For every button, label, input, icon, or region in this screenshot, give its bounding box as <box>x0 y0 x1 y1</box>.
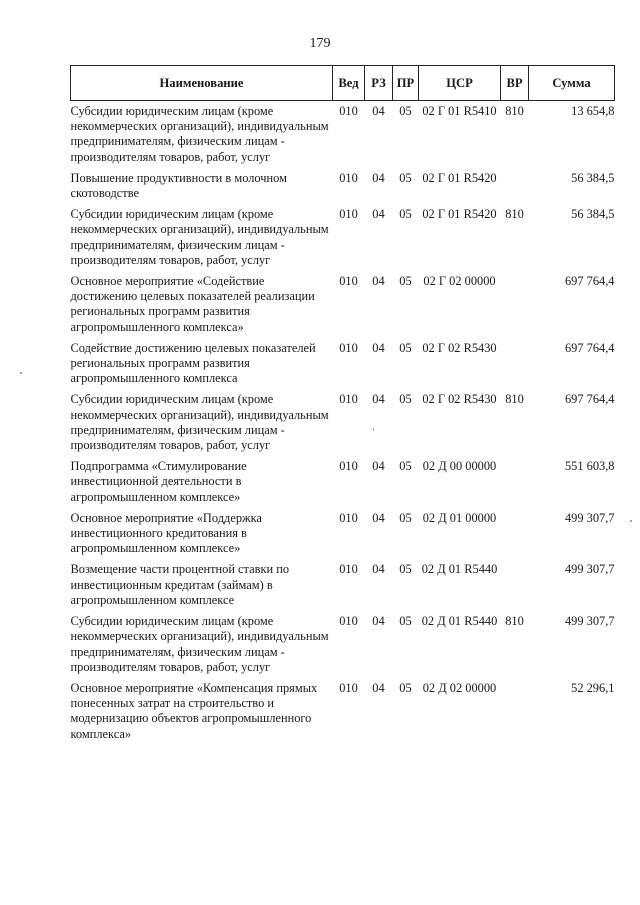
row-name: Субсидии юридическим лицам (кроме некоммерческих организаций), индивидуальным предпринимателям, физическим лицам - производителям товаров, работ, услуг <box>70 207 329 267</box>
row-sum: 52 296,1 <box>571 680 615 695</box>
row-rz: 04 <box>372 680 385 695</box>
row-csr: 02 Д 02 00000 <box>422 680 497 695</box>
row-csr: 02 Г 02 R5430 <box>422 392 497 407</box>
row-sum: 499 307,7 <box>564 562 615 577</box>
table-row <box>71 511 615 563</box>
row-csr: 02 Д 00 00000 <box>422 459 497 474</box>
page-number: 179 <box>309 36 331 51</box>
row-ved: 010 <box>339 340 358 355</box>
row-name: Основное мероприятие «Поддержка инвестиционного кредитования в агропромышленном комплексе» <box>70 510 262 556</box>
row-pr: 05 <box>399 340 412 355</box>
row-pr: 05 <box>399 614 412 629</box>
table-header-row <box>71 66 615 101</box>
row-pr: 05 <box>399 680 412 695</box>
row-name: Возмещение части процентной ставки по инвестиционным кредитам (займам) в агропромышленном комплексе <box>70 562 290 607</box>
row-rz: 04 <box>372 274 385 289</box>
table-row <box>71 274 615 341</box>
row-vr <box>501 681 529 748</box>
column-header-pr: ПР <box>393 66 419 101</box>
row-ved: 010 <box>339 562 358 577</box>
row-pr: 05 <box>399 207 412 222</box>
row-pr: 05 <box>399 274 412 289</box>
row-csr: 02 Г 02 R5430 <box>422 340 497 355</box>
column-header-name: Наименование <box>71 66 333 101</box>
row-csr: 02 Д 01 00000 <box>422 510 497 525</box>
scan-speck <box>373 428 374 431</box>
row-vr <box>501 511 529 563</box>
row-csr: 02 Д 01 R5440 <box>421 614 498 629</box>
table-row <box>71 101 615 171</box>
row-ved: 010 <box>339 104 358 118</box>
row-vr: 810 <box>505 104 524 118</box>
row-vr <box>501 171 529 207</box>
row-vr: 810 <box>505 207 524 222</box>
row-name: Содействие достижению целевых показателей региональных программ развития агропромышленного комплекса <box>70 340 316 386</box>
row-ved: 010 <box>339 614 358 629</box>
column-header-sum: Сумма <box>529 66 615 101</box>
row-ved: 010 <box>339 510 358 525</box>
row-vr <box>501 341 529 393</box>
column-header-csr: ЦСР <box>419 66 501 101</box>
row-rz: 04 <box>372 614 385 629</box>
row-vr <box>501 274 529 341</box>
table-body <box>71 101 615 748</box>
row-ved: 010 <box>339 207 358 222</box>
table-row <box>71 681 615 748</box>
row-vr: 810 <box>505 392 524 407</box>
table-row <box>71 614 615 681</box>
row-sum: 697 764,4 <box>564 392 615 407</box>
row-name: Основное мероприятие «Компенсация прямых понесенных затрат на строительство и модернизацию объектов агропромышленного комплекса» <box>70 680 318 741</box>
table-row <box>71 562 615 614</box>
row-ved: 010 <box>339 680 358 695</box>
row-pr: 05 <box>399 510 412 525</box>
row-sum: 499 307,7 <box>564 510 615 525</box>
row-name: Основное мероприятие «Содействие достижению целевых показателей реализации региональных программ развития агропромышленного комплекса» <box>70 274 315 334</box>
row-csr: 02 Г 01 R5420 <box>422 207 497 222</box>
row-pr: 05 <box>399 562 412 577</box>
budget-table <box>70 65 615 748</box>
scan-speck <box>20 372 22 374</box>
row-ved: 010 <box>339 459 358 474</box>
row-rz: 04 <box>372 104 385 118</box>
row-pr: 05 <box>399 104 412 118</box>
scan-speck <box>630 520 632 522</box>
table-row <box>71 341 615 393</box>
row-name: Субсидии юридическим лицам (кроме некоммерческих организаций), индивидуальным предпринимателям, физическим лицам - производителям товаров, работ, услуг <box>70 614 329 674</box>
row-rz: 04 <box>372 510 385 525</box>
table-row <box>71 392 615 459</box>
row-sum: 551 603,8 <box>564 459 615 474</box>
row-pr: 05 <box>399 170 412 185</box>
column-header-rz: РЗ <box>365 66 393 101</box>
row-name: Субсидии юридическим лицам (кроме некоммерческих организаций), индивидуальным предпринимателям, физическим лицам - производителям товаров, работ, услуг <box>70 104 329 164</box>
column-header-vr: ВР <box>501 66 529 101</box>
row-rz: 04 <box>372 170 385 185</box>
row-sum: 56 384,5 <box>571 170 615 185</box>
row-vr: 810 <box>505 614 524 629</box>
row-pr: 05 <box>399 459 412 474</box>
row-vr <box>501 459 529 511</box>
row-csr: 02 Г 01 R5420 <box>422 170 497 185</box>
row-pr: 05 <box>399 392 412 407</box>
row-ved: 010 <box>339 274 358 289</box>
table-row <box>71 171 615 207</box>
row-rz: 04 <box>372 340 385 355</box>
row-ved: 010 <box>339 170 358 185</box>
row-rz: 04 <box>372 459 385 474</box>
row-sum: 56 384,5 <box>571 207 615 222</box>
row-csr: 02 Г 02 00000 <box>423 274 496 289</box>
column-header-ved: Вед <box>333 66 365 101</box>
row-name: Субсидии юридическим лицам (кроме некоммерческих организаций), индивидуальным предпринимателям, физическим лицам - производителям товаров, работ, услуг <box>70 392 329 453</box>
table-row <box>71 459 615 511</box>
row-ved: 010 <box>339 392 358 407</box>
row-csr: 02 Г 01 R5410 <box>422 104 497 118</box>
row-sum: 13 654,8 <box>571 104 615 118</box>
row-vr <box>501 562 529 614</box>
row-rz: 04 <box>372 562 385 577</box>
row-rz: 04 <box>372 207 385 222</box>
row-rz: 04 <box>372 392 385 407</box>
row-csr: 02 Д 01 R5440 <box>421 562 498 577</box>
row-name: Подпрограмма «Стимулирование инвестиционной деятельности в агропромышленном комплексе» <box>70 459 247 504</box>
row-sum: 697 764,4 <box>564 340 615 355</box>
row-sum: 697 764,4 <box>564 274 615 289</box>
table-row <box>71 207 615 274</box>
row-name: Повышение продуктивности в молочном скотоводстве <box>70 170 287 201</box>
row-sum: 499 307,7 <box>564 614 615 629</box>
